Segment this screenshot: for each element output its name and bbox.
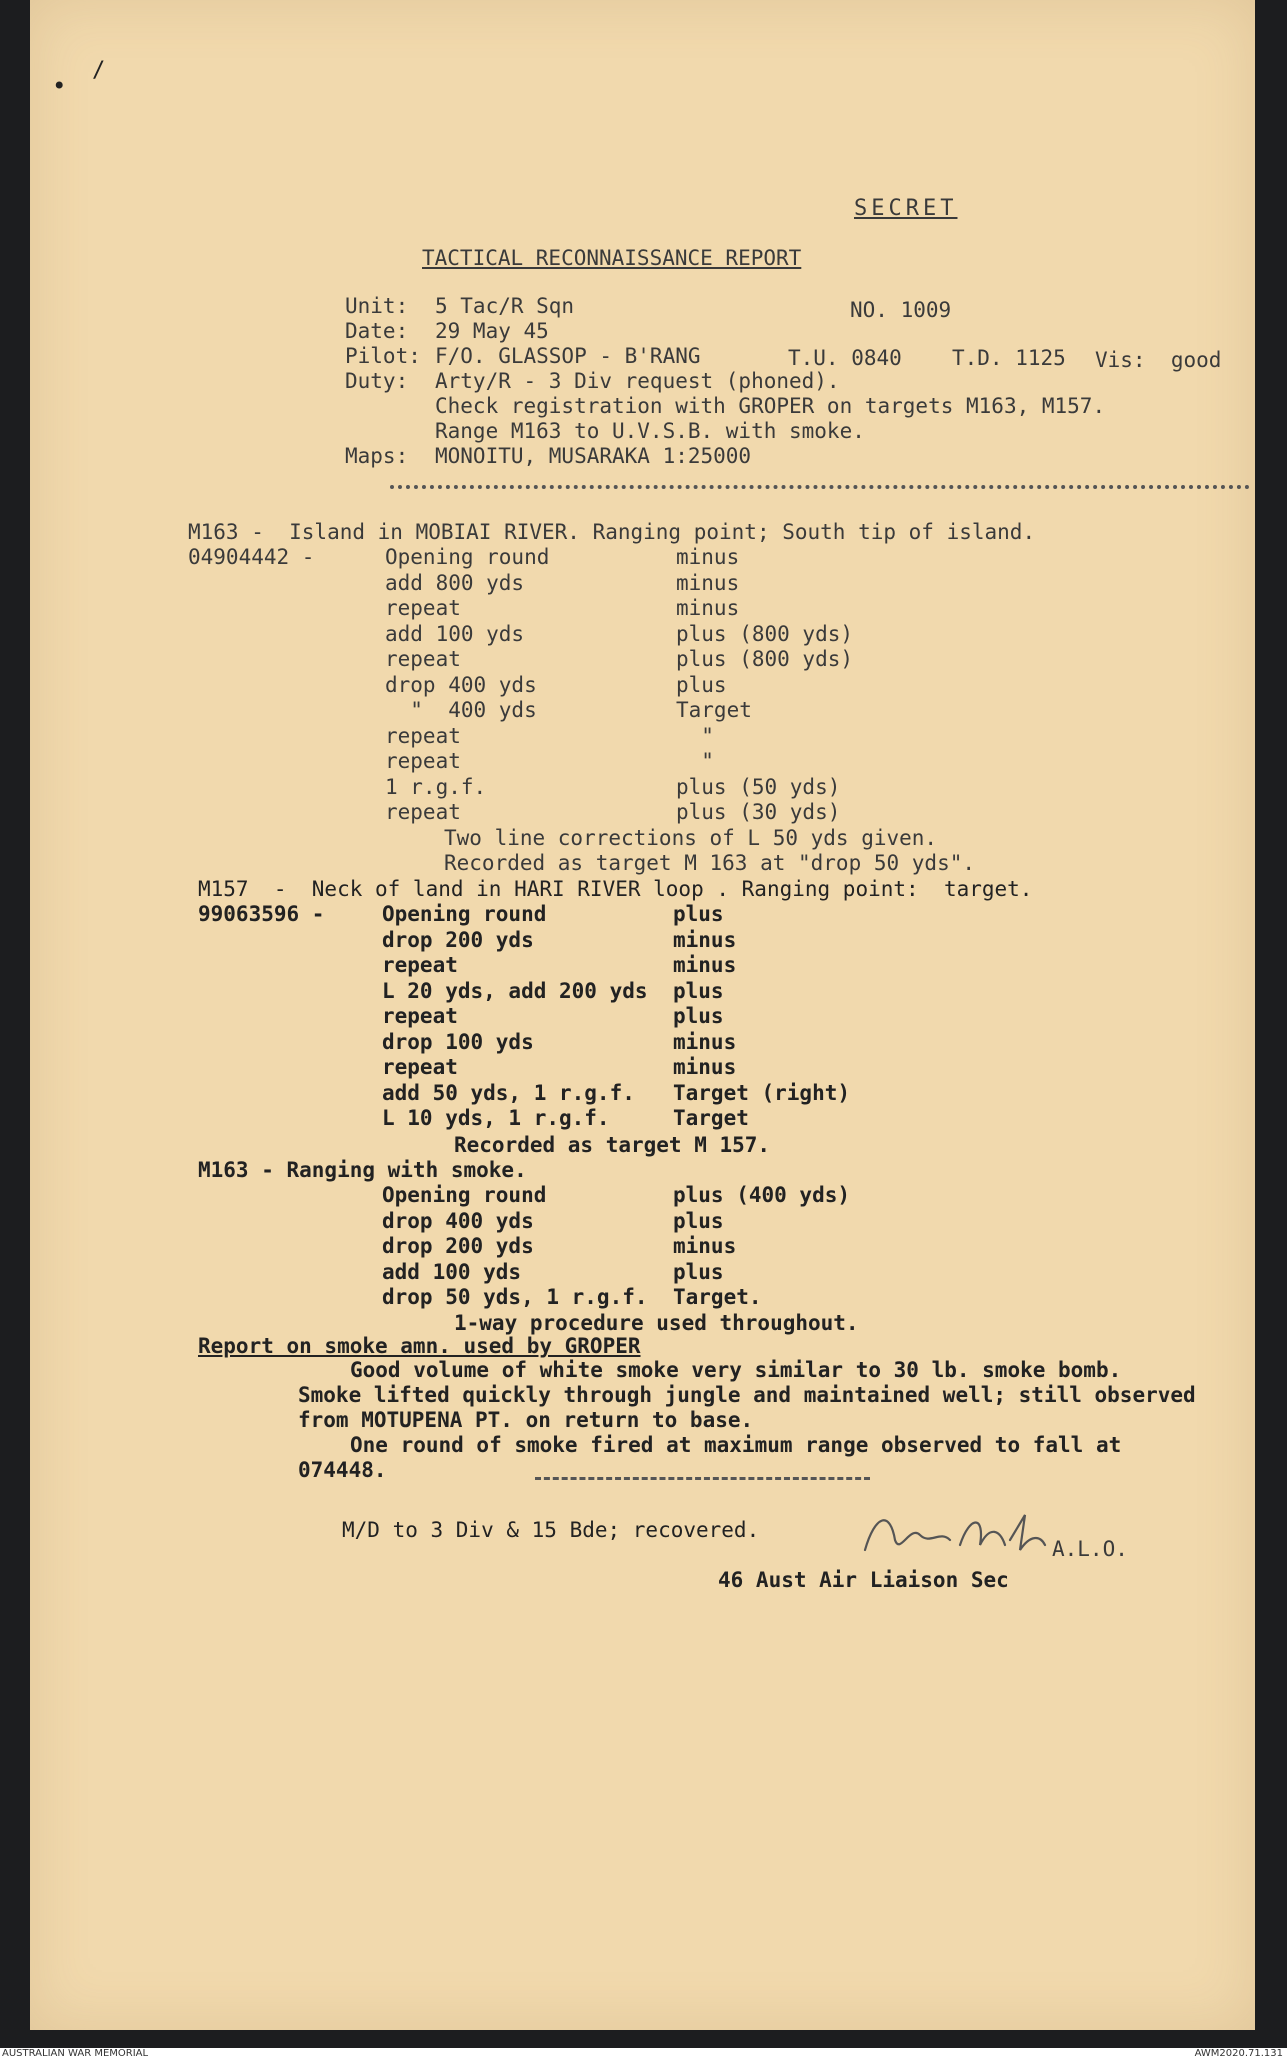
target-1-row-result: plus — [676, 672, 727, 697]
target-3-row-action: drop 50 yds, 1 r.g.f. — [382, 1285, 648, 1309]
report-title: TACTICAL RECONNAISSANCE REPORT — [422, 246, 802, 270]
pilot-label: Pilot: — [345, 344, 421, 368]
duty-label: Duty: — [345, 369, 409, 393]
target-1-row-action: Opening round — [385, 545, 550, 569]
document-page — [30, 0, 1255, 2030]
unit-value: 5 Tac/R Sqn — [435, 294, 575, 318]
target-1-row-result: Target — [676, 698, 752, 722]
target-1-row-action: drop 400 yds — [385, 672, 537, 697]
target-1-row-action: repeat — [385, 647, 461, 671]
target-2-grid: 99063596 - — [198, 902, 325, 926]
target-2-row-action: add 50 yds, 1 r.g.f. — [382, 1080, 635, 1105]
section-name: 46 Aust Air Liaison Sec — [718, 1568, 1009, 1592]
target-2-row-result: minus — [673, 927, 737, 952]
distribution-note: M/D to 3 Div & 15 Bde; recovered. — [342, 1518, 760, 1542]
smoke-report-line-1: Good volume of white smoke very similar to 30 lb. smoke bomb. — [350, 1358, 1122, 1382]
touch-down-time: T.D. 1125 — [952, 346, 1066, 370]
signature-title: A.L.O. — [1052, 1537, 1128, 1561]
target-1-row-action: 1 r.g.f. — [385, 774, 487, 799]
hole-punch-mark: • — [52, 72, 67, 100]
unit-label: Unit: — [345, 294, 409, 318]
target-3-row-result: Target. — [673, 1285, 762, 1309]
target-1-note-2: Recorded as target M 163 at "drop 50 yds". — [444, 851, 976, 875]
target-3-note: 1-way procedure used throughout. — [454, 1311, 859, 1335]
smoke-report-line-3: from MOTUPENA PT. on return to base. — [298, 1408, 754, 1432]
target-1-row-result: minus — [676, 570, 740, 595]
target-1-row-action: repeat — [385, 749, 461, 773]
target-3-row-action: Opening round — [382, 1183, 547, 1207]
target-1-row-action: " 400 yds — [385, 698, 537, 722]
target-1-row-result: plus (50 yds) — [676, 774, 841, 799]
page-marker: / — [92, 58, 106, 83]
dotted-separator — [390, 485, 1250, 495]
target-2-row-action: Opening round — [382, 902, 547, 926]
target-1-row-result: plus (30 yds) — [676, 800, 841, 824]
target-2-row-action: repeat — [382, 953, 458, 977]
footer-left-text: AUSTRALIAN WAR MEMORIAL — [2, 2048, 149, 2059]
visibility: Vis: good — [1095, 348, 1222, 372]
target-1-row-result: plus (800 yds) — [676, 647, 854, 671]
pilot-value: F/O. GLASSOP - B'RANG — [435, 344, 701, 368]
target-1-row-result: " — [676, 749, 714, 773]
maps-value: MONOITU, MUSARAKA 1:25000 — [435, 444, 752, 468]
target-2-note: Recorded as target M 157. — [454, 1133, 771, 1157]
target-1-row-action: add 100 yds — [385, 621, 525, 646]
target-2-row-result: Target (right) — [673, 1080, 851, 1105]
date-label: Date: — [345, 319, 409, 343]
target-1-row-result: minus — [676, 545, 740, 569]
target-1-row-result: minus — [676, 596, 740, 620]
target-1-note-1: Two line corrections of L 50 yds given. — [444, 826, 938, 850]
target-2-row-result: Target — [673, 1106, 749, 1130]
target-3-row-action: drop 400 yds — [382, 1208, 534, 1233]
target-3-row-action: add 100 yds — [382, 1259, 522, 1284]
target-2-row-result: minus — [673, 1029, 737, 1054]
target-2-row-result: plus — [673, 978, 724, 1003]
target-1-row-result: " — [676, 723, 714, 748]
maps-label: Maps: — [345, 444, 409, 468]
target-1-row-result: plus (800 yds) — [676, 621, 854, 646]
target-1-row-action: repeat — [385, 596, 461, 620]
target-3-row-action: drop 200 yds — [382, 1234, 534, 1258]
target-3-heading: M163 - Ranging with smoke. — [198, 1158, 527, 1182]
duty-line-2: Check registration with GROPER on targets M163, M157. — [435, 394, 1106, 418]
smoke-report-line-5: 074448. — [298, 1458, 387, 1482]
target-2-row-action: drop 100 yds — [382, 1029, 534, 1054]
target-2-row-action: repeat — [382, 1055, 458, 1079]
target-3-row-result: plus (400 yds) — [673, 1183, 851, 1207]
classification: SECRET — [854, 196, 958, 221]
target-2-row-result: plus — [673, 1004, 724, 1028]
target-3-row-result: plus — [673, 1259, 724, 1284]
target-2-row-result: minus — [673, 1055, 737, 1079]
target-2-row-action: L 20 yds, add 200 yds — [382, 978, 648, 1003]
report-number: NO. 1009 — [850, 298, 952, 322]
target-2-row-action: L 10 yds, 1 r.g.f. — [382, 1106, 610, 1130]
target-1-row-action: add 800 yds — [385, 570, 525, 595]
target-2-row-action: drop 200 yds — [382, 927, 534, 952]
smoke-report-heading: Report on smoke amn. used by GROPER — [198, 1334, 641, 1358]
date-value: 29 May 45 — [435, 319, 549, 343]
archive-footer — [0, 2048, 1287, 2061]
take-up-time: T.U. 0840 — [788, 346, 902, 370]
footer-right-text: AWM2020.71.131 — [1194, 2048, 1283, 2059]
target-2-row-result: minus — [673, 953, 737, 977]
target-3-row-result: plus — [673, 1208, 724, 1233]
target-3-row-result: minus — [673, 1234, 737, 1258]
dashed-rule — [535, 1477, 870, 1480]
target-1-heading: M163 - Island in MOBIAI RIVER. Ranging point; South tip of island. — [188, 520, 1036, 544]
target-2-row-result: plus — [673, 902, 724, 926]
smoke-report-line-2: Smoke lifted quickly through jungle and maintained well; still observed — [298, 1383, 1196, 1407]
target-1-row-action: repeat — [385, 800, 461, 824]
smoke-report-line-4: One round of smoke fired at maximum range observed to fall at — [350, 1433, 1122, 1457]
duty-line-1: Arty/R - 3 Div request (phoned). — [435, 369, 840, 393]
target-1-row-action: repeat — [385, 723, 461, 748]
target-2-heading: M157 - Neck of land in HARI RIVER loop . Ranging point: target. — [198, 877, 1033, 901]
target-2-row-action: repeat — [382, 1004, 458, 1028]
duty-line-3: Range M163 to U.V.S.B. with smoke. — [435, 419, 865, 443]
target-1-grid: 04904442 - — [188, 545, 315, 569]
